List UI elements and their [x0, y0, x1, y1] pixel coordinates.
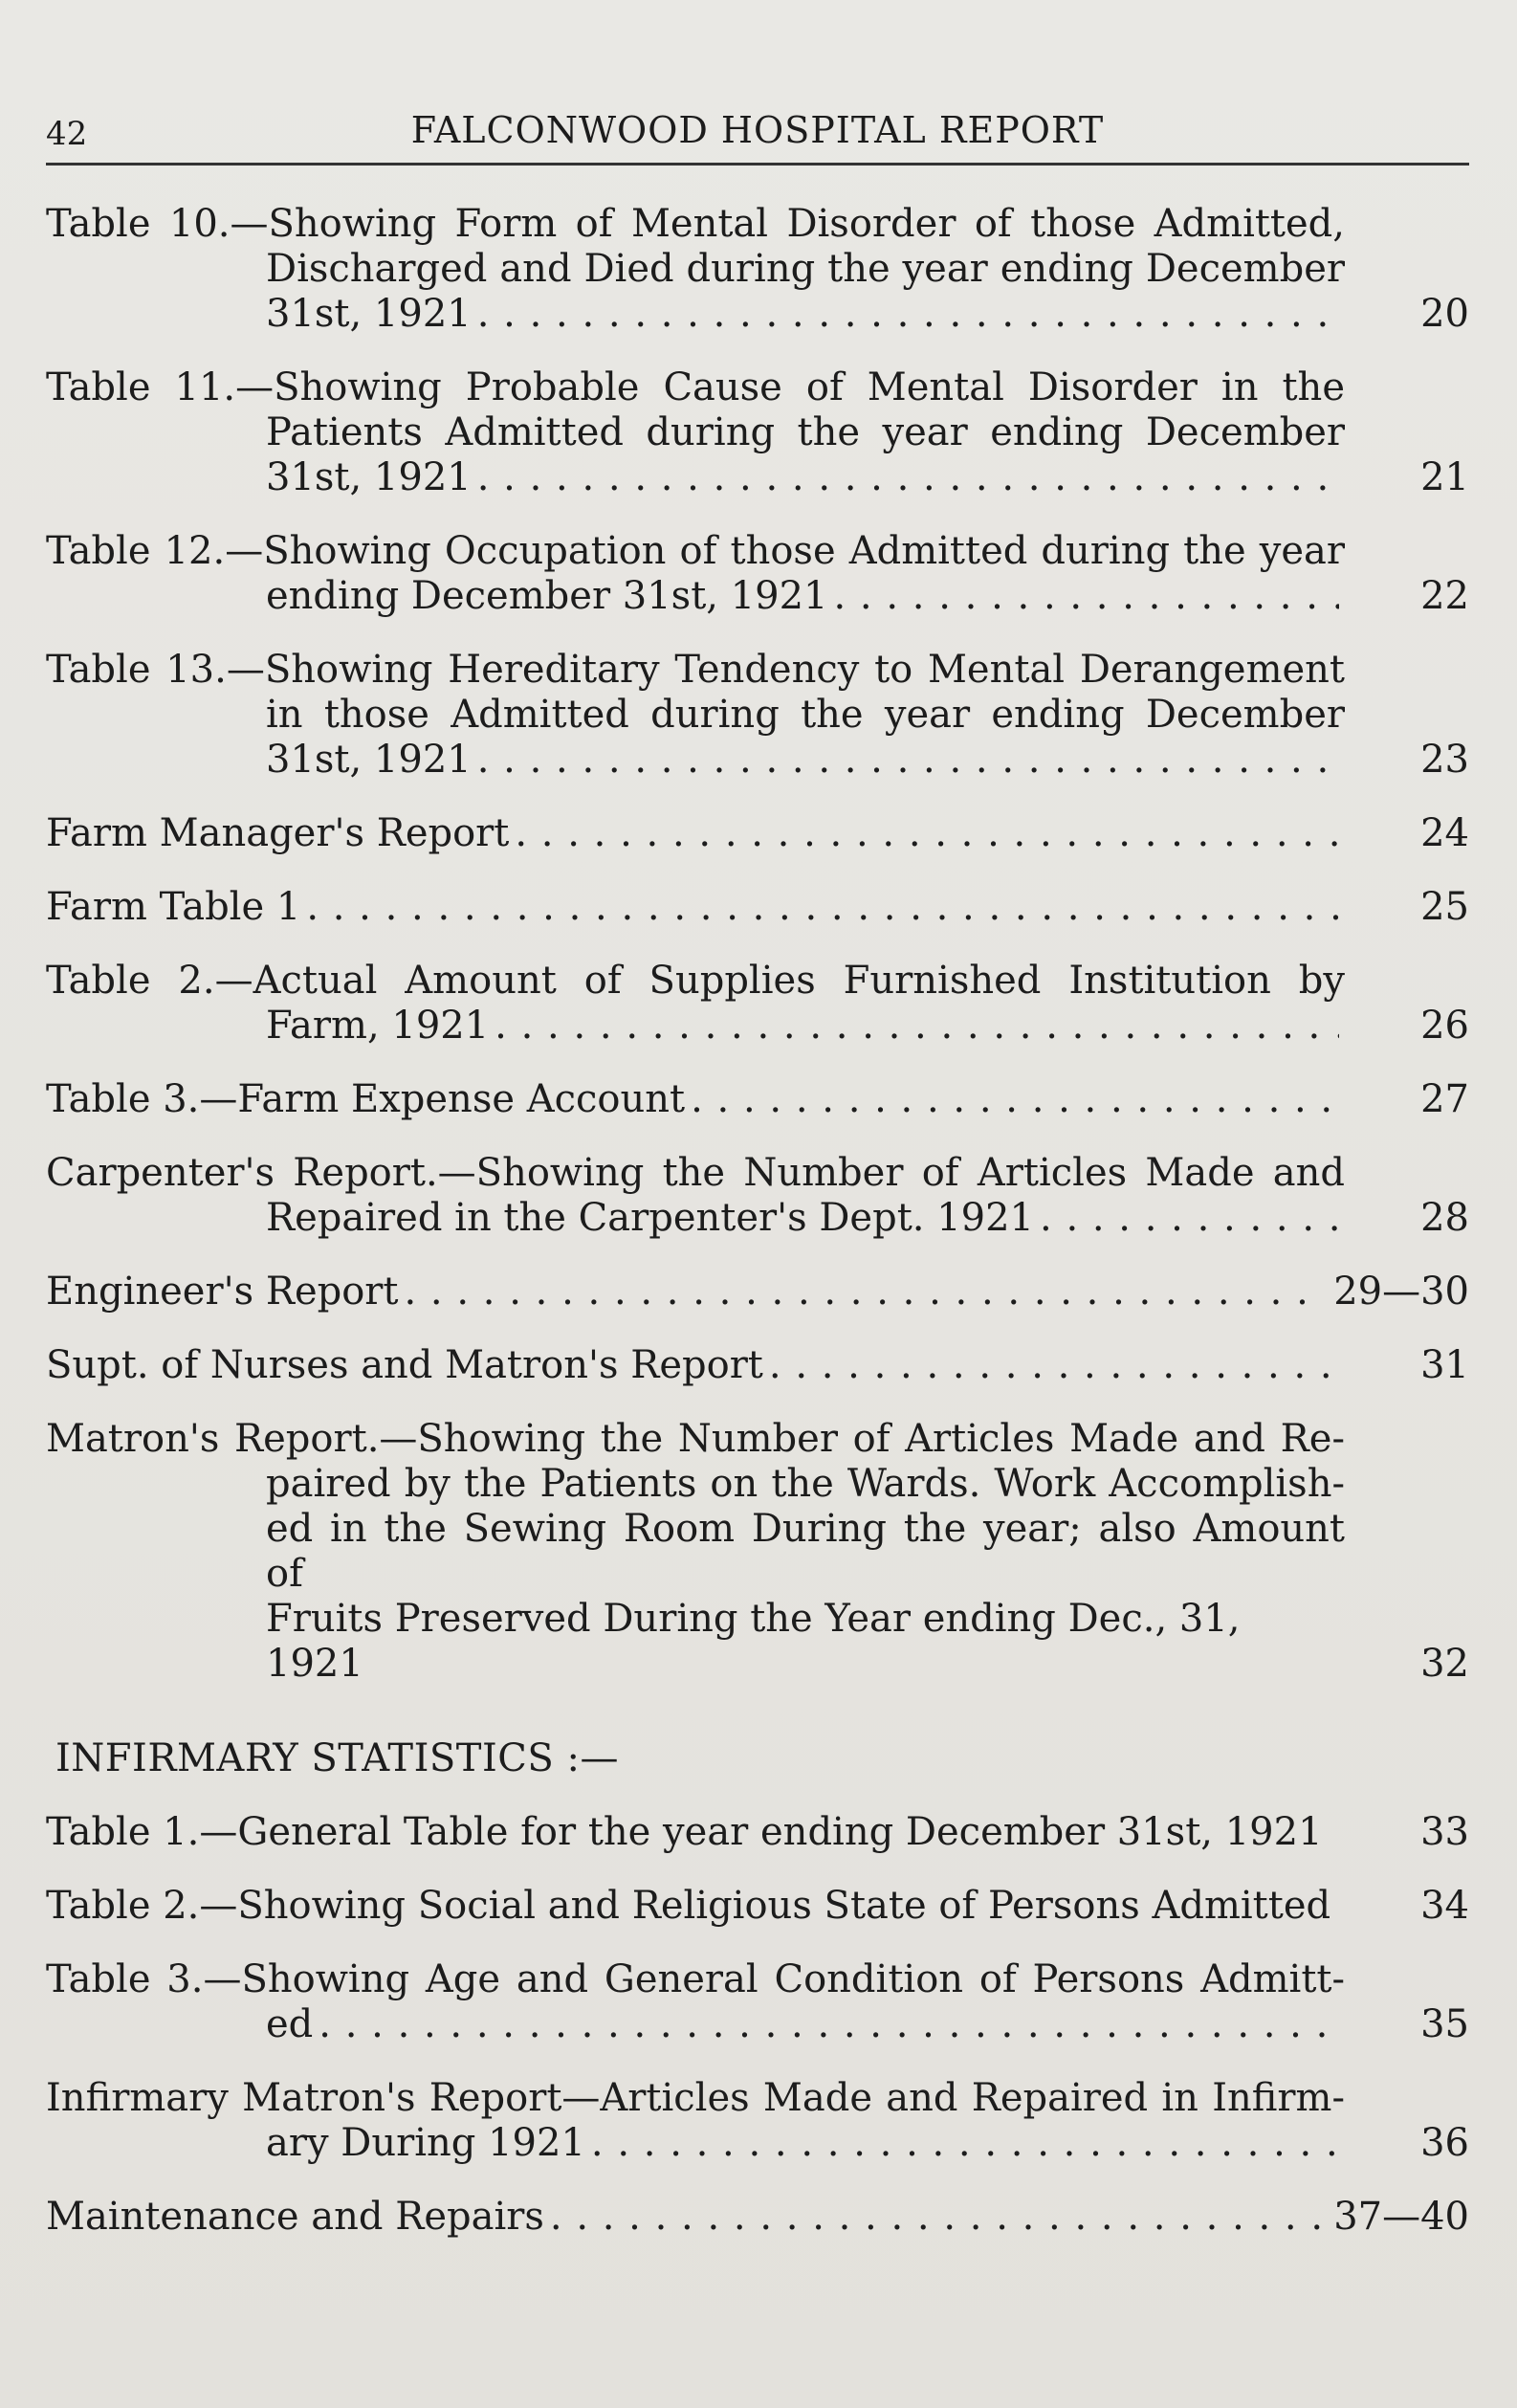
entry-line: 31st, 1921: [266, 292, 472, 336]
entry-line: 31st, 1921: [266, 738, 472, 782]
entry-title: [46, 529, 1345, 619]
entry-title: [46, 1077, 1345, 1122]
entry-line: Farm Table 1: [46, 885, 301, 929]
entry-last-line: [46, 1270, 1326, 1314]
entry-title: [46, 1270, 1326, 1314]
entry-line: in those Admitted during the year ending December: [266, 693, 1345, 737]
contents-entry: [46, 2195, 1469, 2240]
entry-title: [46, 1884, 1345, 1929]
entry-title: [46, 202, 1345, 337]
entry-line: Table 3.—Farm Expense Account: [46, 1077, 686, 1121]
dot-leader: [477, 455, 1339, 500]
dot-leader: [477, 292, 1339, 337]
entry-line: 31st, 1921: [266, 455, 472, 499]
entry-line: Discharged and Died during the year ending December: [266, 247, 1345, 291]
entry-page-number: 32: [1420, 1642, 1469, 1686]
dot-leader: [495, 1004, 1339, 1049]
entry-last-line: [46, 455, 1345, 500]
entry-page-number: 34: [1420, 1884, 1469, 1928]
contents-entry: [46, 648, 1469, 783]
contents-entry: [46, 1957, 1469, 2047]
entry-line: Table 2.—Showing Social and Religious State of Persons Admitted: [46, 1884, 1331, 1928]
entry-line: ending December 31st, 1921: [266, 574, 828, 618]
entry-page-number: 23: [1420, 738, 1469, 782]
entry-last-line: [46, 1597, 1345, 1687]
contents-entry: [46, 1343, 1469, 1388]
entry-line: Table 11.—Showing Probable Cause of Mental Disorder in the: [46, 365, 1345, 409]
entry-line: Engineer's Report: [46, 1270, 399, 1314]
entry-line: Table 1.—General Table for the year ending December 31st, 1921: [46, 1810, 1323, 1854]
entry-title: [46, 2195, 1326, 2240]
entry-line: Farm Manager's Report: [46, 811, 510, 855]
contents-entry: [46, 1884, 1469, 1929]
entry-line: Table 13.—Showing Hereditary Tendency to Mental Derangement: [46, 648, 1345, 692]
entry-line: Matron's Report.—Showing the Number of Articles Made and Re-: [46, 1417, 1345, 1461]
dot-leader: [477, 738, 1339, 783]
entry-line: Table 12.—Showing Occupation of those Admitted during the year: [46, 529, 1345, 573]
entry-page-number: 31: [1420, 1343, 1469, 1387]
entry-last-line: [46, 1810, 1345, 1855]
entry-title: [46, 885, 1345, 930]
entry-title: [46, 648, 1345, 783]
entry-line: Table 2.—Actual Amount of Supplies Furnished Institution by: [46, 959, 1345, 1003]
dot-leader: [515, 811, 1339, 856]
entry-title: [46, 1810, 1345, 1855]
entry-last-line: [46, 2121, 1345, 2166]
entry-line: Maintenance and Repairs: [46, 2195, 544, 2239]
entry-title: [46, 959, 1345, 1049]
entry-title: [46, 1343, 1345, 1388]
entry-page-number: 27: [1420, 1077, 1469, 1121]
contents-entry: [46, 959, 1469, 1049]
contents-entry: [46, 1270, 1469, 1314]
entry-page-number: 37—40: [1333, 2195, 1469, 2239]
entry-page-number: 24: [1420, 811, 1469, 855]
entry-last-line: [46, 2002, 1345, 2047]
entry-page-number: 20: [1420, 292, 1469, 336]
entry-line: ary During 1921: [266, 2121, 585, 2165]
dot-leader: [834, 574, 1340, 619]
dot-leader: [1040, 1196, 1339, 1241]
entry-page-number: 28: [1420, 1196, 1469, 1240]
entry-last-line: [46, 292, 1345, 337]
table-of-contents: [46, 202, 1469, 1687]
entry-last-line: [46, 1343, 1345, 1388]
entry-last-line: [46, 1196, 1345, 1241]
infirmary-contents: [46, 1810, 1469, 2240]
entry-line: paired by the Patients on the Wards. Work Accomplish-: [266, 1462, 1345, 1506]
entry-line: Infirmary Matron's Report—Articles Made and Repaired in Infirm-: [46, 2076, 1345, 2120]
entry-title: [46, 2076, 1345, 2166]
contents-entry: [46, 529, 1469, 619]
dot-leader: [769, 1343, 1339, 1388]
entry-page-number: 26: [1420, 1004, 1469, 1048]
contents-entry: [46, 1077, 1469, 1122]
entry-page-number: 35: [1420, 2002, 1469, 2046]
entry-line: Supt. of Nurses and Matron's Report: [46, 1343, 763, 1387]
entry-page-number: 22: [1420, 574, 1469, 618]
entry-line: Table 10.—Showing Form of Mental Disorder of those Admitted,: [46, 202, 1345, 246]
contents-entry: [46, 1810, 1469, 1855]
entry-line: Repaired in the Carpenter's Dept. 1921: [266, 1196, 1035, 1240]
entry-last-line: [46, 1077, 1345, 1122]
entry-last-line: [46, 1004, 1345, 1049]
entry-title: [46, 811, 1345, 856]
entry-last-line: [46, 574, 1345, 619]
entry-line: Table 3.—Showing Age and General Condition of Persons Admitt-: [46, 1957, 1345, 2001]
contents-entry: [46, 365, 1469, 500]
dot-leader: [306, 885, 1339, 930]
dot-leader: [550, 2195, 1320, 2240]
contents-entry: [46, 1417, 1469, 1687]
dot-leader: [319, 2002, 1339, 2047]
contents-entry: [46, 1151, 1469, 1241]
entry-line: Farm, 1921: [266, 1004, 490, 1048]
entry-line: Patients Admitted during the year ending December: [266, 410, 1345, 454]
entry-line: Carpenter's Report.—Showing the Number of Articles Made and: [46, 1151, 1345, 1195]
entry-title: [46, 1151, 1345, 1241]
section-heading-infirmary: INFIRMARY STATISTICS :—: [55, 1736, 619, 1780]
page-header: [46, 105, 1469, 166]
entry-last-line: [46, 885, 1345, 930]
contents-entry: [46, 885, 1469, 930]
entry-title: [46, 365, 1345, 500]
entry-line: Fruits Preserved During the Year ending Dec., 31, 1921: [266, 1597, 1241, 1686]
dot-leader: [405, 1270, 1321, 1314]
contents-entry: [46, 811, 1469, 856]
entry-title: [46, 1957, 1345, 2047]
entry-last-line: [46, 811, 1345, 856]
running-title: FALCONWOOD HOSPITAL REPORT: [410, 109, 1105, 151]
entry-last-line: [46, 1884, 1345, 1929]
entry-page-number: 36: [1420, 2121, 1469, 2165]
page-number: 42: [46, 115, 88, 153]
entry-line: ed: [266, 2002, 314, 2046]
dot-leader: [591, 2121, 1339, 2166]
entry-last-line: [46, 2195, 1326, 2240]
contents-entry: [46, 202, 1469, 337]
entry-page-number: 21: [1420, 455, 1469, 499]
entry-line: ed in the Sewing Room During the year; also Amount of: [266, 1507, 1345, 1596]
entry-page-number: 25: [1420, 885, 1469, 929]
entry-last-line: [46, 738, 1345, 783]
entry-title: [46, 1417, 1345, 1687]
contents-entry: [46, 2076, 1469, 2166]
dot-leader: [691, 1077, 1339, 1122]
entry-page-number: 29—30: [1333, 1270, 1469, 1314]
entry-page-number: 33: [1420, 1810, 1469, 1854]
